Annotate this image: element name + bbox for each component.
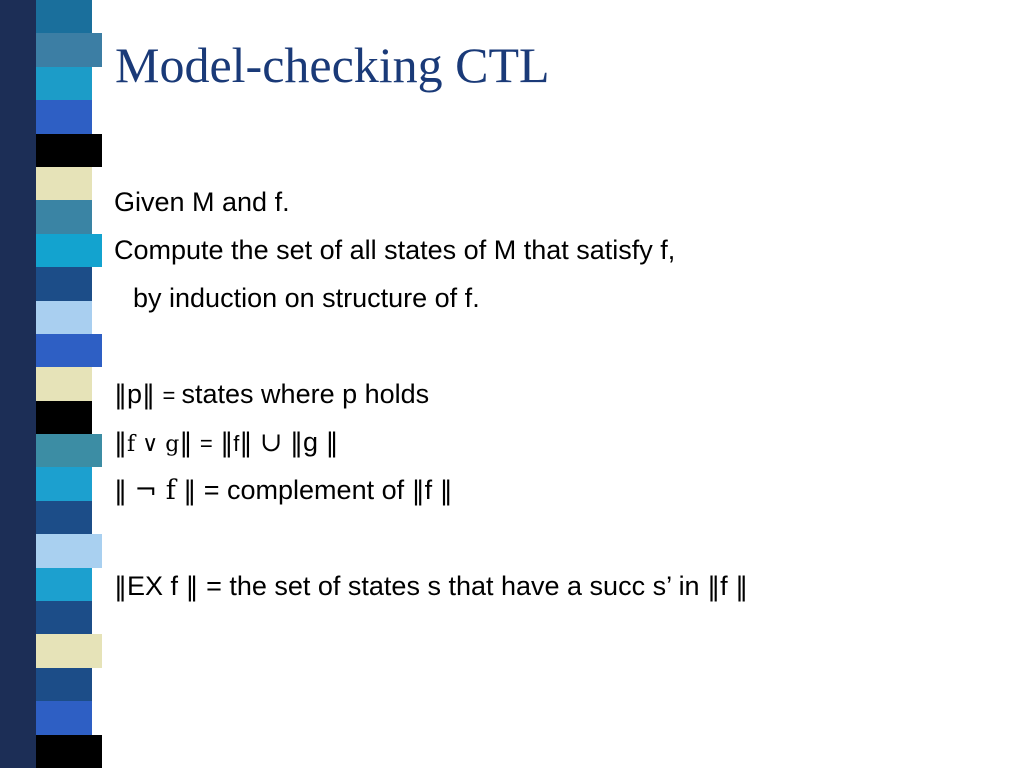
- slide-title: Model-checking CTL: [115, 37, 550, 93]
- norm-bar: ‖: [439, 476, 453, 506]
- rule-disjunction: [114, 424, 1004, 472]
- norm-bar: ‖: [707, 572, 721, 602]
- stripe-segment: [36, 701, 92, 734]
- stripe-segment: [36, 501, 92, 534]
- formula-f: f: [424, 475, 433, 505]
- stripe-segment: [36, 568, 92, 601]
- rule-atomic: [114, 376, 1004, 424]
- norm-bar: ‖: [411, 476, 425, 506]
- norm-bar: ‖: [179, 428, 193, 458]
- stripe-segment: [92, 501, 102, 534]
- stripe-segment: [36, 634, 92, 667]
- stripe-segment: [92, 267, 102, 300]
- equals-sign: =: [199, 431, 213, 456]
- norm-bar: ‖: [325, 428, 339, 458]
- norm-bar: ‖: [114, 428, 127, 458]
- body-line-compute: Compute the set of all states of M that satisfy f,: [114, 235, 676, 265]
- stripe-segment: [36, 100, 92, 133]
- stripe-segment: [92, 701, 102, 734]
- stripe-segment: [36, 334, 92, 367]
- norm-bar: ‖: [142, 380, 156, 410]
- stripe-segment: [92, 668, 102, 701]
- stripe-segment: [92, 467, 102, 500]
- body-line-given: Given M and f.: [114, 187, 290, 217]
- stripe-segment: [92, 534, 102, 567]
- stripe-segment: [92, 634, 102, 667]
- formula-f: f: [720, 571, 728, 601]
- stripe-segment: [36, 33, 92, 66]
- rule-ex-text: = the set of states s that have a succ s’ in: [206, 571, 708, 601]
- stripe-segment: [92, 134, 102, 167]
- stripe-segment: [36, 167, 92, 200]
- stripe-segment: [92, 234, 102, 267]
- formula-f: f: [233, 431, 240, 456]
- body-line-induction: by induction on structure of f.: [133, 283, 480, 313]
- norm-bar: ‖: [185, 572, 199, 602]
- stripe-segment: [36, 668, 92, 701]
- stripe-segment: [36, 434, 92, 467]
- stripe-segment: [36, 301, 92, 334]
- ex-expression: EX f: [127, 571, 179, 601]
- spacer: [114, 328, 1004, 376]
- norm-bar: ‖: [114, 380, 127, 410]
- negation-expression: ¬ f: [134, 475, 176, 506]
- norm-bar: ‖: [220, 428, 234, 458]
- atom-p: p: [127, 379, 143, 409]
- stripe-segment: [92, 568, 102, 601]
- union-symbol: ∪: [259, 427, 283, 458]
- rule-negation: [114, 472, 1004, 520]
- stripe-segment: [36, 601, 92, 634]
- decorative-stripe-bar: [0, 0, 120, 768]
- stripe-segment: [36, 234, 92, 267]
- norm-bar: ‖: [735, 572, 749, 602]
- stripe-dark-column: [0, 0, 36, 768]
- rule-atomic-text: states where p holds: [181, 379, 430, 409]
- formula-g: g: [303, 427, 319, 457]
- stripe-segment: [92, 434, 102, 467]
- stripe-segment: [92, 301, 102, 334]
- stripe-segment: [92, 735, 102, 768]
- stripe-segment: [92, 401, 102, 434]
- slide-body: [114, 184, 1004, 616]
- stripe-segment: [92, 334, 102, 367]
- stripe-main-column: [36, 0, 92, 768]
- norm-bar: ‖: [114, 572, 127, 602]
- stripe-segment: [36, 534, 92, 567]
- stripe-segment: [92, 33, 102, 66]
- stripe-segment: [0, 0, 36, 768]
- equals-sign: =: [162, 383, 182, 408]
- stripe-segment: [92, 100, 102, 133]
- stripe-segment: [92, 367, 102, 400]
- norm-bar: ‖: [239, 428, 253, 458]
- or-expression: f ∨ g: [127, 432, 180, 457]
- stripe-segment: [36, 735, 92, 768]
- rule-negation-text: = complement of: [203, 475, 412, 505]
- norm-bar: ‖: [114, 476, 127, 506]
- norm-bar: ‖: [183, 476, 197, 506]
- stripe-segment: [36, 267, 92, 300]
- spacer: [114, 520, 1004, 568]
- stripe-segment: [36, 367, 92, 400]
- stripe-segment: [92, 67, 102, 100]
- stripe-segment: [36, 401, 92, 434]
- stripe-segment: [92, 0, 102, 33]
- stripe-segment: [92, 167, 102, 200]
- stripe-segment: [36, 67, 92, 100]
- stripe-segment: [36, 467, 92, 500]
- stripe-segment: [36, 200, 92, 233]
- norm-bar: ‖: [290, 428, 303, 458]
- stripe-right-column: [92, 0, 102, 768]
- stripe-segment: [36, 134, 92, 167]
- rule-ex: [114, 568, 1004, 616]
- stripe-segment: [36, 0, 92, 33]
- stripe-segment: [92, 601, 102, 634]
- stripe-segment: [92, 200, 102, 233]
